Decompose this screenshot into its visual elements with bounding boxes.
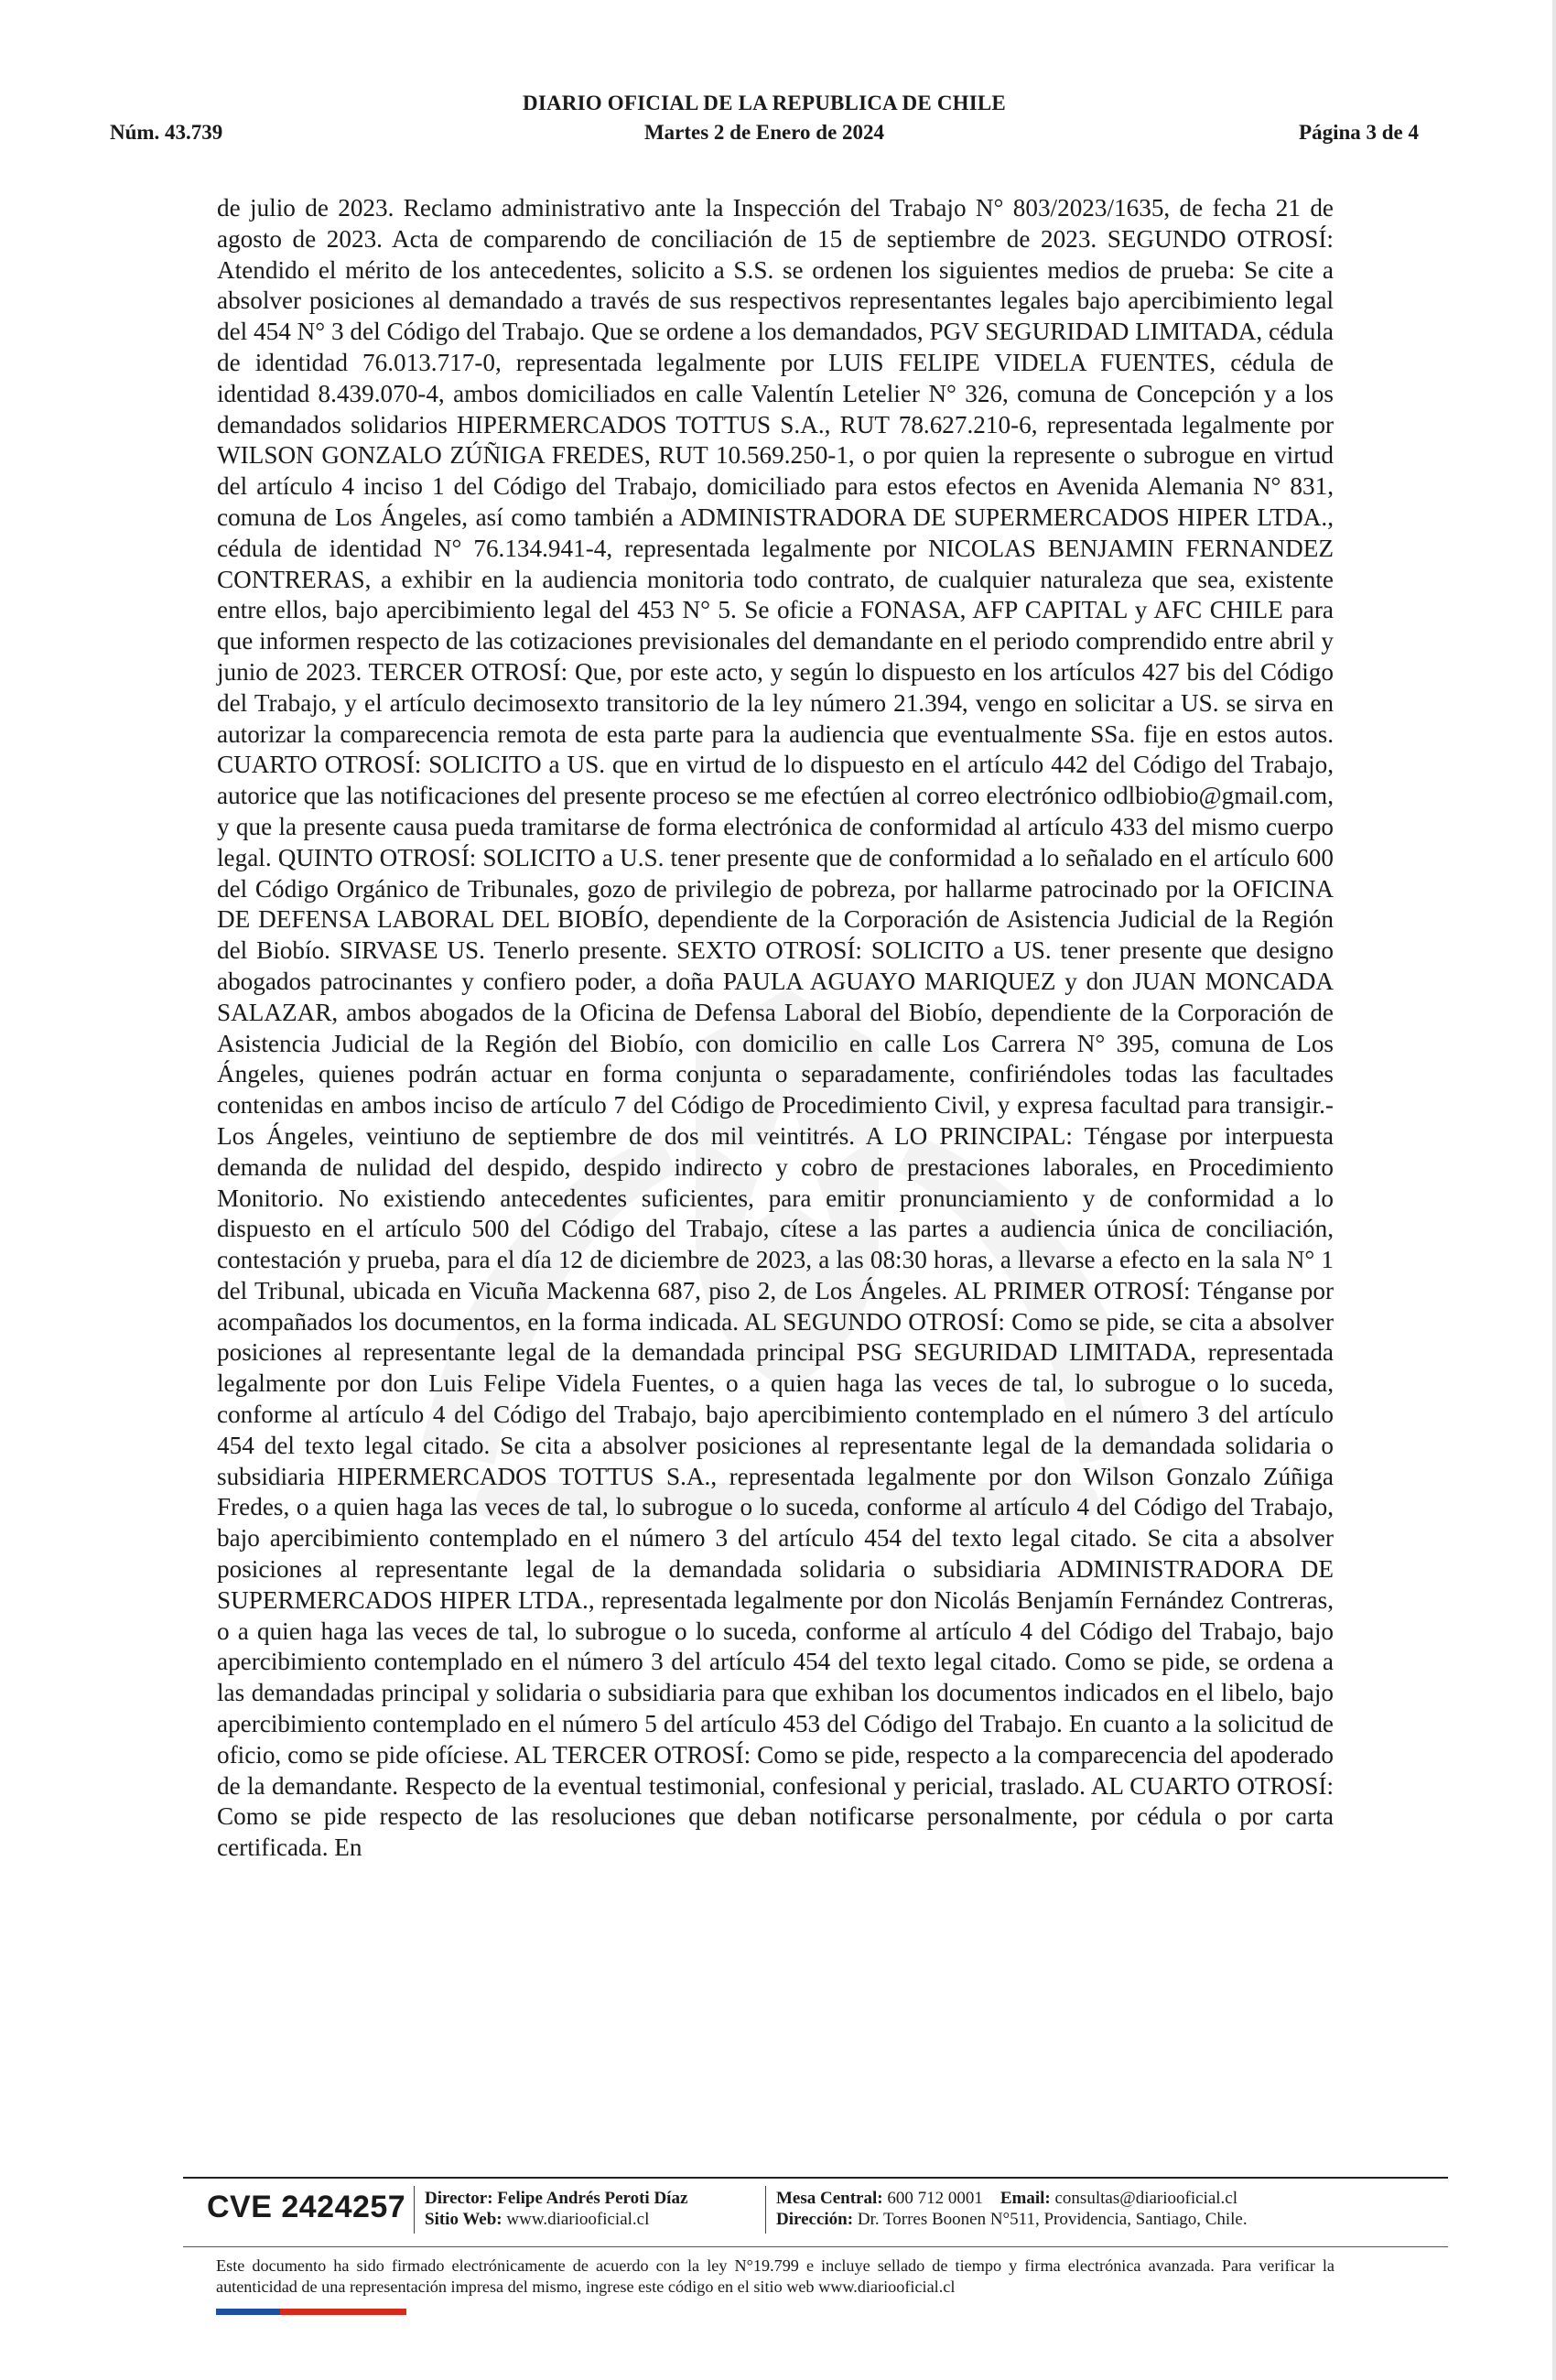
phone-number: 600 712 0001: [887, 2189, 983, 2208]
address-label: Dirección:: [776, 2210, 854, 2229]
footer-contact-block: [776, 2188, 1248, 2230]
cve-code: CVE 2424257: [207, 2190, 406, 2224]
flag-blue-segment: [216, 2309, 280, 2315]
footer-separator: [414, 2186, 415, 2234]
footer-divider: [183, 2177, 1448, 2179]
phone-label: Mesa Central:: [776, 2189, 883, 2208]
page-number: Página 3 de 4: [1299, 121, 1419, 144]
website-label: Sitio Web:: [425, 2210, 502, 2229]
director-label: Director:: [425, 2189, 493, 2208]
publication-title: DIARIO OFICIAL DE LA REPUBLICA DE CHILE: [523, 92, 1006, 114]
footer-director-block: [425, 2188, 687, 2230]
footer-info: [183, 2184, 1448, 2243]
email-label: Email:: [1000, 2189, 1051, 2208]
issue-date: Martes 2 de Enero de 2024: [643, 121, 885, 144]
footer-separator: [765, 2186, 766, 2234]
page-header: [110, 92, 1419, 152]
director-name: Felipe Andrés Peroti Díaz: [497, 2189, 688, 2208]
flag-red-segment: [280, 2309, 406, 2315]
footer-legal-note: Este documento ha sido firmado electrónicamente de acuerdo con la ley N°19.799 e incluye sellado de tiempo y firma electrónica avanzada. Para verificar la autenticidad de una representación impresa del mismo, ingrese este código en el sitio web www.diariooficial.cl: [216, 2256, 1334, 2296]
chile-flag-stripe: [216, 2309, 406, 2315]
document-body-text: de julio de 2023. Reclamo administrativo ante la Inspección del Trabajo N° 803/2023/1635, de fecha 21 de agosto de 2023. Acta de comparendo de conciliación de 15 de septiembre de 2023. SEGUNDO OTROSÍ: Atendido el mérito de los antecedentes, solicito a S.S. se ordenen los siguientes medios de prueba: Se cite a absolver posiciones al demandado a través de sus respectivos representantes legales bajo apercibimiento legal del 454 N° 3 del Código del Trabajo. Que se ordene a los demandados, PGV SEGURIDAD LIMITADA, cédula de identidad 76.013.717-0, representada legalmente por LUIS FELIPE VIDELA FUENTES, cédula de identidad 8.439.070-4, ambos domiciliados en calle Valentín Letelier N° 326, comuna de Concepción y a los demandados solidarios HIPERMERCADOS TOTTUS S.A., RUT 78.627.210-6, representada legalmente por WILSON GONZALO ZÚÑIGA FREDES, RUT 10.569.250-1, o por quien la represente o subrogue en virtud del artículo 4 inciso 1 del Código del Trabajo, domiciliado para estos efectos en Avenida Alemania N° 831, comuna de Los Ángeles, así como también a ADMINISTRADORA DE SUPERMERCADOS HIPER LTDA., cédula de identidad N° 76.134.941-4, representada legalmente por NICOLAS BENJAMIN FERNANDEZ CONTRERAS, a exhibir en la audiencia monitoria todo contrato, de cualquier naturaleza que sea, existente entre ellos, bajo apercibimiento legal del 453 N° 5. Se oficie a FONASA, AFP CAPITAL y AFC CHILE para que informen respecto de las cotizaciones previsionales del demandante en el periodo comprendido entre abril y junio de 2023. TERCER OTROSÍ: Que, por este acto, y según lo dispuesto en los artículos 427 bis del Código del Trabajo, y el artículo decimosexto transitorio de la ley número 21.394, vengo en solicitar a US. se sirva en autorizar la comparecencia remota de esta parte para la audiencia que eventualmente SSa. fije en estos autos. CUARTO OTROSÍ: SOLICITO a US. que en virtud de lo dispuesto en el artículo 442 del Código del Trabajo, autorice que las notificaciones del presente proceso se me efectúen al correo electrónico odlbiobio@gmail.com, y que la presente causa pueda tramitarse de forma electrónica de conformidad al artículo 433 del mismo cuerpo legal. QUINTO OTROSÍ: SOLICITO a U.S. tener presente que de conformidad a lo señalado en el artículo 600 del Código Orgánico de Tribunales, gozo de privilegio de pobreza, por hallarme patrocinado por la OFICINA DE DEFENSA LABORAL DEL BIOBÍO, dependiente de la Corporación de Asistencia Judicial de la Región del Biobío. SIRVASE US. Tenerlo presente. SEXTO OTROSÍ: SOLICITO a US. tener presente que designo abogados patrocinantes y confiero poder, a doña PAULA AGUAYO MARIQUEZ y don JUAN MONCADA SALAZAR, ambos abogados de la Oficina de Defensa Laboral del Biobío, dependiente de la Corporación de Asistencia Judicial de la Región del Biobío, con domicilio en calle Los Carrera N° 395, comuna de Los Ángeles, quienes podrán actuar en forma conjunta o separadamente, confiriéndoles todas las facultades contenidas en ambos inciso de artículo 7 del Código de Procedimiento Civil, y expresa facultad para transigir.- Los Ángeles, veintiuno de septiembre de dos mil veintitrés. A LO PRINCIPAL: Téngase por interpuesta demanda de nulidad del despido, despido indirecto y cobro de prestaciones laborales, en Procedimiento Monitorio. No existiendo antecedentes suficientes, para emitir pronunciamiento y de conformidad a lo dispuesto en el artículo 500 del Código del Trabajo, cítese a las partes a audiencia única de conciliación, contestación y prueba, para el día 12 de diciembre de 2023, a las 08:30 horas, a llevarse a efecto en la sala N° 1 del Tribunal, ubicada en Vicuña Mackenna 687, piso 2, de Los Ángeles. AL PRIMER OTROSÍ: Ténganse por acompañados los documentos, en la forma indicada. AL SEGUNDO OTROSÍ: Como se pide, se cita a absolver posiciones al representante legal de la demandada principal PSG SEGURIDAD LIMITADA, representada legalmente por don Luis Felipe Videla Fuentes, o a quien haga las veces de tal, lo subrogue o lo suceda, conforme al artículo 4 del Código del Trabajo, bajo apercibimiento contemplado en el número 3 del artículo 454 del texto legal citado. Se cita a absolver posiciones al representante legal de la demandada solidaria o subsidiaria HIPERMERCADOS TOTTUS S.A., representada legalmente por don Wilson Gonzalo Zúñiga Fredes, o a quien haga las veces de tal, lo subrogue o lo suceda, conforme al artículo 4 del Código del Trabajo, bajo apercibimiento contemplado en el número 3 del artículo 454 del texto legal citado. Se cita a absolver posiciones al representante legal de la demandada solidaria o subsidiaria ADMINISTRADORA DE SUPERMERCADOS HIPER LTDA., representada legalmente por don Nicolás Benjamín Fernández Contreras, o a quien haga las veces de tal, lo subrogue o lo suceda, conforme al artículo 4 del Código del Trabajo, bajo apercibimiento contemplado en el número 3 del artículo 454 del texto legal citado. Como se pide, se ordena a las demandadas principal y solidaria o subsidiaria para que exhiban los documentos indicados en el libelo, bajo apercibimiento contemplado en el número 5 del artículo 453 del Código del Trabajo. En cuanto a la solicitud de oficio, como se pide ofíciese. AL TERCER OTROSÍ: Como se pide, respecto a la comparecencia del apoderado de la demandante. Respecto de la eventual testimonial, confesional y pericial, traslado. AL CUARTO OTROSÍ: Como se pide respecto de las resoluciones que deban notificarse personalmente, por cédula o por carta certificada. En: [217, 194, 1334, 1862]
issue-number: Núm. 43.739: [110, 121, 223, 144]
page-edge: [1552, 0, 1556, 2380]
email-link[interactable]: consultas@diariooficial.cl: [1054, 2189, 1238, 2208]
address-value: Dr. Torres Boonen N°511, Providencia, Santiago, Chile.: [857, 2210, 1248, 2229]
footer-divider: [183, 2246, 1448, 2247]
website-link[interactable]: www.diariooficial.cl: [506, 2210, 650, 2229]
